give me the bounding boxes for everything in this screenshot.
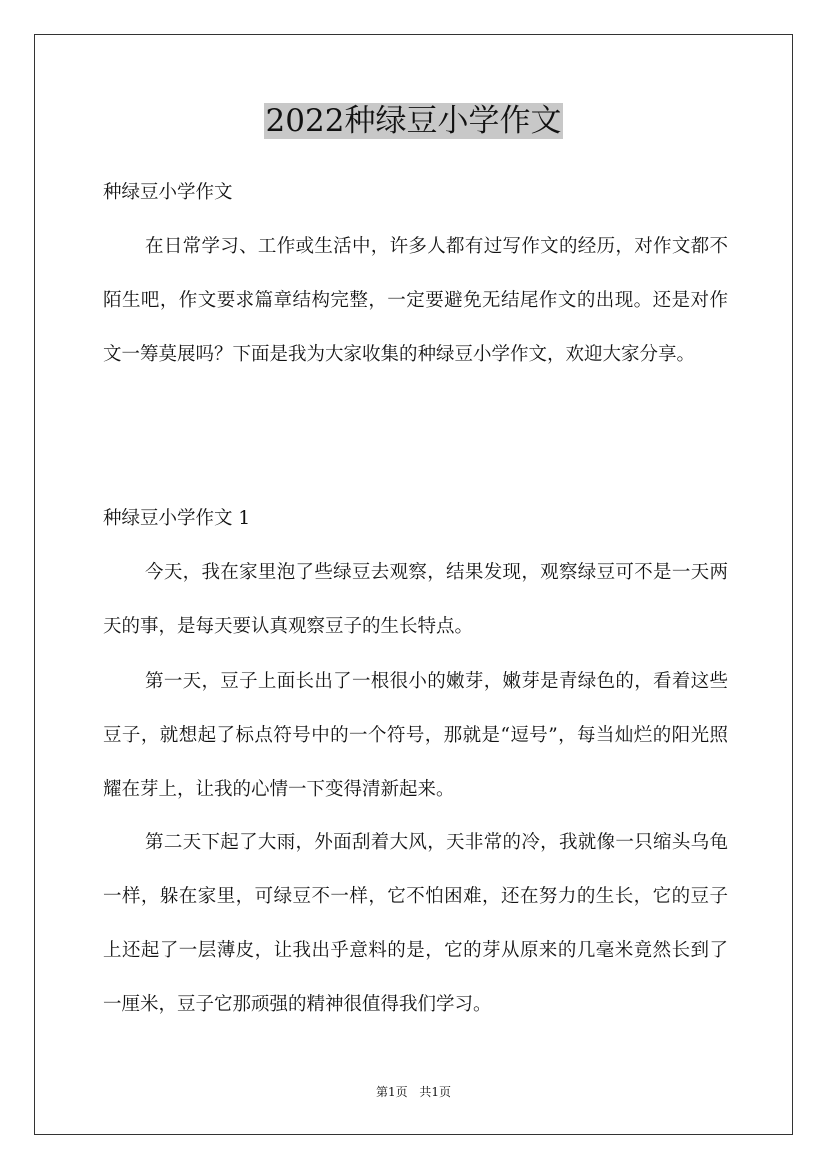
page-footer [0,1084,827,1100]
page-title [0,100,827,142]
title-text: 2022种绿豆小学作文 [265,103,562,139]
intro-heading: 种绿豆小学作文 [103,182,233,203]
paragraph-3: 第二天下起了大雨，外面刮着大风，天非常的冷，我就像一只缩头乌龟一样，躲在家里，可绿豆不一样，它不怕困难，还在努力的生长，它的豆子上还起了一层薄皮，让我出乎意料的是，它的芽从原来的几毫米竟然长到了一厘米，豆子它那顽强的精神很值得我们学习。 [103,832,728,1015]
intro-paragraph: 在日常学习、工作或生活中，许多人都有过写作文的经历，对作文都不陌生吧，作文要求篇章结构完整，一定要避免无结尾作文的出现。还是对作文一筹莫展吗？下面是我为大家收集的种绿豆小学作文，欢迎大家分享。 [103,236,728,365]
paragraph-2: 第一天，豆子上面长出了一根很小的嫩芽，嫩芽是青绿色的，看着这些豆子，就想起了标点符号中的一个符号，那就是“逗号”，每当灿烂的阳光照耀在芽上，让我的心情一下变得清新起来。 [103,671,728,800]
paragraph-1: 今天，我在家里泡了些绿豆去观察，结果发现，观察绿豆可不是一天两天的事，是每天要认真观察豆子的生长特点。 [103,562,728,637]
page-count: 共1页 [419,1085,452,1099]
section-heading: 种绿豆小学作文 1 [103,508,251,529]
page-number: 第1页 [375,1085,408,1099]
